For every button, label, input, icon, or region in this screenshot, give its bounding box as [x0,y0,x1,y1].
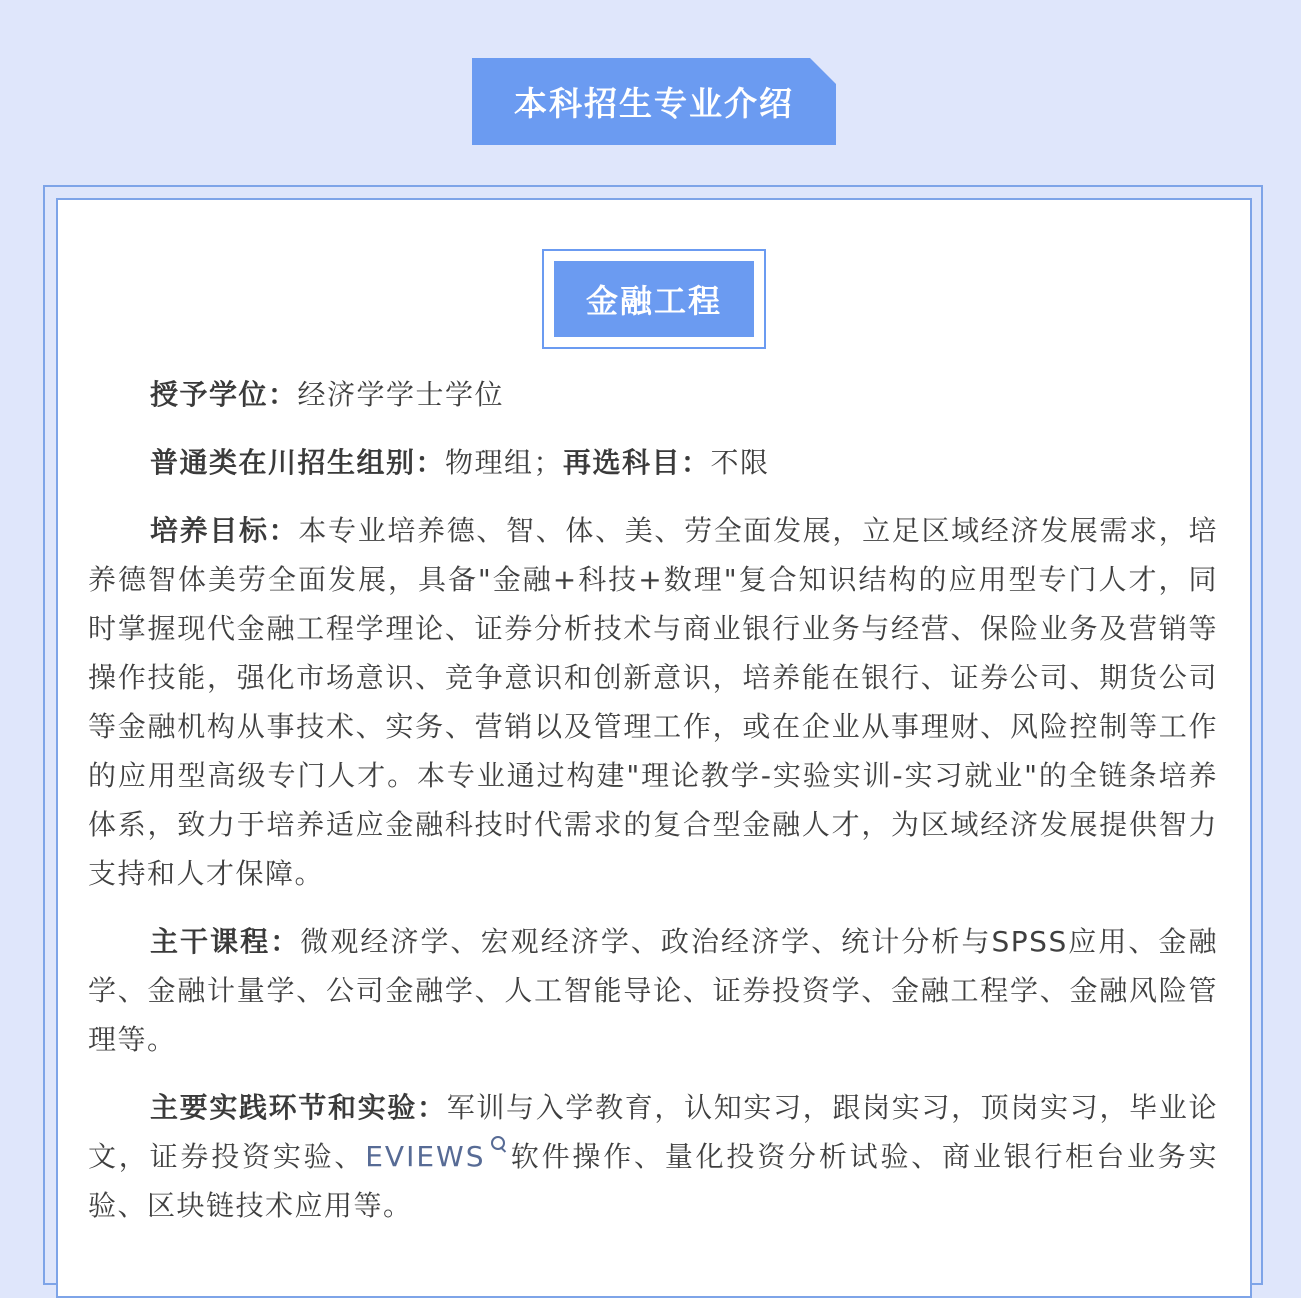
objectives-text: 本专业培养德、智、体、美、劳全面发展，立足区域经济发展需求，培养德智体美劳全面发展，具备"金融+科技+数理"复合知识结构的应用型专门人才，同时掌握现代金融工程学理论、证券分析技术与商业银行业务与经营、保险业务及营销等操作技能，强化市场意识、竞争意识和创新意识，培养能在银行、证券公司、期货公司等金融机构从事技术、实务、营销以及管理工作，或在企业从事理财、风险控制等工作的应用型高级专门人才。本专业通过构建"理论教学-实验实训-实习就业"的全链条培养体系，致力于培养适应金融科技时代需求的复合型金融人才，为区域经济发展提供智力支持和人才保障。 [88,514,1218,890]
practice-label: 主要实践环节和实验： [150,1091,447,1124]
eviews-search-link[interactable]: EVIEWS [365,1140,486,1173]
practice-text-after: 软件操作、量化投资分析试验、商业银行柜台业务实验、区块链技术应用等。 [88,1140,1218,1222]
major-details [88,370,1218,1249]
enrollment-group-label: 普通类在川招生组别： [150,446,446,479]
section-banner-title: 本科招生专业介绍 [514,84,794,123]
degree-paragraph [88,370,1218,419]
enrollment-paragraph [88,438,1218,487]
courses-label: 主干课程： [150,925,301,958]
objectives-label: 培养目标： [150,514,299,547]
courses-paragraph [88,917,1218,1064]
enrollment-group-value: 物理组； [445,446,564,479]
objectives-paragraph [88,506,1218,898]
banner-folded-corner [810,58,836,84]
practice-paragraph [88,1083,1218,1230]
major-title-text: 金融工程 [585,282,722,320]
elective-subject-value: 不限 [710,446,770,479]
courses-text: 微观经济学、宏观经济学、政治经济学、统计分析与SPSS应用、金融学、金融计量学、公司金融学、人工智能导论、证券投资学、金融工程学、金融风险管理等。 [88,925,1218,1056]
elective-subject-label: 再选科目： [563,446,711,479]
section-banner [472,58,836,145]
major-title [554,261,754,337]
practice-text-before: 军训与入学教育，认知实习，跟岗实习，顶岗实习，毕业论文，证券投资实验、 [88,1091,1218,1173]
degree-value: 经济学学士学位 [297,378,505,411]
degree-label: 授予学位： [150,378,298,411]
search-icon[interactable] [488,1134,510,1156]
